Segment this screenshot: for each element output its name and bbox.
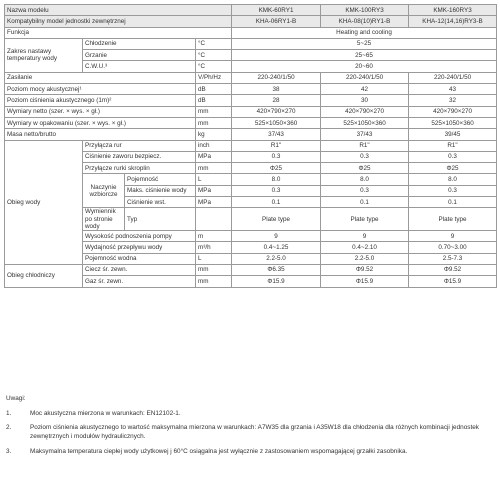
funkcja-value: Heating and cooling: [232, 27, 497, 38]
row-unit: mm: [196, 106, 232, 117]
zakres-name: Chłodzenie: [83, 38, 196, 49]
row-value: R1": [232, 140, 321, 151]
zakres-label: Zakres nastawy temperatury wody: [5, 38, 83, 72]
row-value: 9: [232, 231, 321, 242]
row-name: Pojemność: [125, 174, 196, 185]
row-name: Wydajność przepływu wody: [83, 242, 196, 253]
row-value: 0.4~1.25: [232, 242, 321, 253]
general-row: [5, 95, 497, 106]
row-value: 32: [409, 95, 497, 106]
row-value: 220-240/1/50: [321, 72, 409, 83]
outdoor-row: [5, 16, 497, 27]
obieg-chlodniczy-row: [5, 264, 497, 275]
general-row: [5, 117, 497, 128]
row-unit: mm: [196, 276, 232, 287]
row-unit: dB: [196, 95, 232, 106]
model-3: KMK-160RY3: [409, 5, 497, 16]
row-value: Φ25: [409, 163, 497, 174]
general-row: [5, 106, 497, 117]
row-value: Φ15.9: [321, 276, 409, 287]
row-value: 420×790×270: [232, 106, 321, 117]
row-name: Wymiary netto (szer. × wys. × gł.): [5, 106, 196, 117]
row-value: Φ6.35: [232, 264, 321, 275]
row-value: 8.0: [409, 174, 497, 185]
row-value: 8.0: [232, 174, 321, 185]
naczynie-label: Naczynie wzbiorcze: [83, 174, 125, 208]
row-value: Plate type: [321, 208, 409, 231]
row-value: R1": [409, 140, 497, 151]
note-number: 2.: [6, 424, 12, 432]
row-value: 2.2-5.0: [232, 253, 321, 264]
row-value: 37/43: [232, 129, 321, 140]
row-value: 420×790×270: [321, 106, 409, 117]
row-unit: mm: [196, 163, 232, 174]
row-value: 2.2-5.0: [321, 253, 409, 264]
row-value: 9: [409, 231, 497, 242]
row-name: Wymiary w opakowaniu (szer. × wys. × gł.): [5, 117, 196, 128]
obieg-wody-row: [5, 140, 497, 151]
note-text: Maksymalna temperatura ciepłej wody użytkowej j 60°C osiągalna jest wyłącznie z zastosowaniem wspomagającej grzałki zasobnika.: [30, 447, 408, 455]
notes-title: Uwagi:: [6, 395, 26, 402]
row-value: 0.3: [232, 185, 321, 196]
row-unit: [196, 208, 232, 231]
model-1: KMK-60RY1: [232, 5, 321, 16]
row-name: Gaz śr. zewn.: [83, 276, 196, 287]
row-value: 28: [232, 95, 321, 106]
zakres-unit: °C: [196, 38, 232, 49]
outdoor-1: KHA-06RY1-B: [232, 16, 321, 27]
zakres-unit: °C: [196, 50, 232, 61]
row-value: 0.3: [409, 185, 497, 196]
row-value: 37/43: [321, 129, 409, 140]
row-value: Φ15.9: [409, 276, 497, 287]
zakres-name: C.W.U.³: [83, 61, 196, 72]
row-unit: inch: [196, 140, 232, 151]
general-row: [5, 84, 497, 95]
note-text: Poziom ciśnienia akustycznego to wartość maksymalna mierzona w warunkach: A7W35 dla grzania i A35W18 dla chłodzenia dla różnych kombinacji jednostek zewnętrznych i modułów hydraulicznych.: [30, 424, 479, 440]
row-value: 220-240/1/50: [409, 72, 497, 83]
row-unit: MPa: [196, 185, 232, 196]
row-unit: MPa: [196, 151, 232, 162]
row-value: 0.1: [409, 197, 497, 208]
row-unit: mm: [196, 264, 232, 275]
row-unit: L: [196, 253, 232, 264]
row-name: Maks. ciśnienie wody: [125, 185, 196, 196]
row-value: 9: [321, 231, 409, 242]
notes: [6, 395, 494, 462]
row-value: 0.3: [321, 151, 409, 162]
row-unit: V/Ph/Hz: [196, 72, 232, 83]
row-name: Przyłącze rurki skroplin: [83, 163, 196, 174]
row-value: 0.3: [232, 151, 321, 162]
row-value: 0.4~2.10: [321, 242, 409, 253]
row-value: Φ25: [321, 163, 409, 174]
row-name: Masa netto/brutto: [5, 129, 196, 140]
row-value: Φ25: [232, 163, 321, 174]
row-unit: kg: [196, 129, 232, 140]
note-item: [6, 424, 494, 441]
funkcja-label: Funkcja: [5, 27, 232, 38]
spec-table: [4, 4, 497, 288]
row-unit: L: [196, 174, 232, 185]
row-value: 2.5-7.3: [409, 253, 497, 264]
outdoor-3: KHA-12(14,16)RY3-B: [409, 16, 497, 27]
row-unit: MPa: [196, 197, 232, 208]
model-2: KMK-100RY3: [321, 5, 409, 16]
row-unit: dB: [196, 84, 232, 95]
row-name: Ciśnienie wst.: [125, 197, 196, 208]
row-value: 43: [409, 84, 497, 95]
zakres-value: 20~60: [232, 61, 497, 72]
model-label: Nazwa modelu: [5, 5, 232, 16]
row-value: 0.3: [321, 185, 409, 196]
row-value: 42: [321, 84, 409, 95]
row-value: 525×1050×360: [321, 117, 409, 128]
zakres-row: [5, 38, 497, 49]
row-value: Plate type: [409, 208, 497, 231]
row-name: Ciśnienie zaworu bezpiecz.: [83, 151, 196, 162]
zakres-value: 5~25: [232, 38, 497, 49]
row-value: Φ9.52: [321, 264, 409, 275]
row-value: 0.3: [409, 151, 497, 162]
row-value: 0.1: [321, 197, 409, 208]
row-value: 420×790×270: [409, 106, 497, 117]
row-name: Zasilanie: [5, 72, 196, 83]
header-row: [5, 5, 497, 16]
row-value: 39/45: [409, 129, 497, 140]
row-value: 525×1050×360: [409, 117, 497, 128]
zakres-value: 25~65: [232, 50, 497, 61]
row-value: Φ15.9: [232, 276, 321, 287]
zakres-unit: °C: [196, 61, 232, 72]
outdoor-2: KHA-08(10)RY1-B: [321, 16, 409, 27]
row-value: Φ9.52: [409, 264, 497, 275]
row-value: 525×1050×360: [232, 117, 321, 128]
row-value: 30: [321, 95, 409, 106]
general-row: [5, 72, 497, 83]
row-value: 8.0: [321, 174, 409, 185]
row-name: Wysokość podnoszenia pompy: [83, 231, 196, 242]
zakres-name: Grzanie: [83, 50, 196, 61]
row-value: 0.1: [232, 197, 321, 208]
funkcja-row: [5, 27, 497, 38]
row-value: 0.70~3.00: [409, 242, 497, 253]
note-item: [6, 410, 494, 419]
obieg-chlodniczy-label: Obieg chłodniczy: [5, 264, 83, 287]
outdoor-label: Kompatybilny model jednostki zewnętrznej: [5, 16, 232, 27]
note-text: Moc akustyczna mierzona w warunkach: EN12102-1.: [30, 409, 181, 417]
row-unit: m: [196, 231, 232, 242]
row-name: Przyłącza rur: [83, 140, 196, 151]
note-number: 3.: [6, 447, 12, 455]
row-value: R1": [321, 140, 409, 151]
row-unit: m³/h: [196, 242, 232, 253]
wymiennik-label: Wymiennik po stronie wody: [83, 208, 125, 231]
row-value: 38: [232, 84, 321, 95]
note-item: [6, 448, 494, 457]
general-row: [5, 129, 497, 140]
note-number: 1.: [6, 409, 12, 417]
row-value: Plate type: [232, 208, 321, 231]
row-name: Poziom mocy akustycznej¹: [5, 84, 196, 95]
row-name: Ciecz śr. zewn.: [83, 264, 196, 275]
row-value: 220-240/1/50: [232, 72, 321, 83]
row-name: Poziom ciśnienia akustycznego (1m)²: [5, 95, 196, 106]
row-name: Typ: [125, 208, 196, 231]
row-unit: mm: [196, 117, 232, 128]
row-name: Pojemność wodna: [83, 253, 196, 264]
obieg-wody-label: Obieg wody: [5, 140, 83, 264]
